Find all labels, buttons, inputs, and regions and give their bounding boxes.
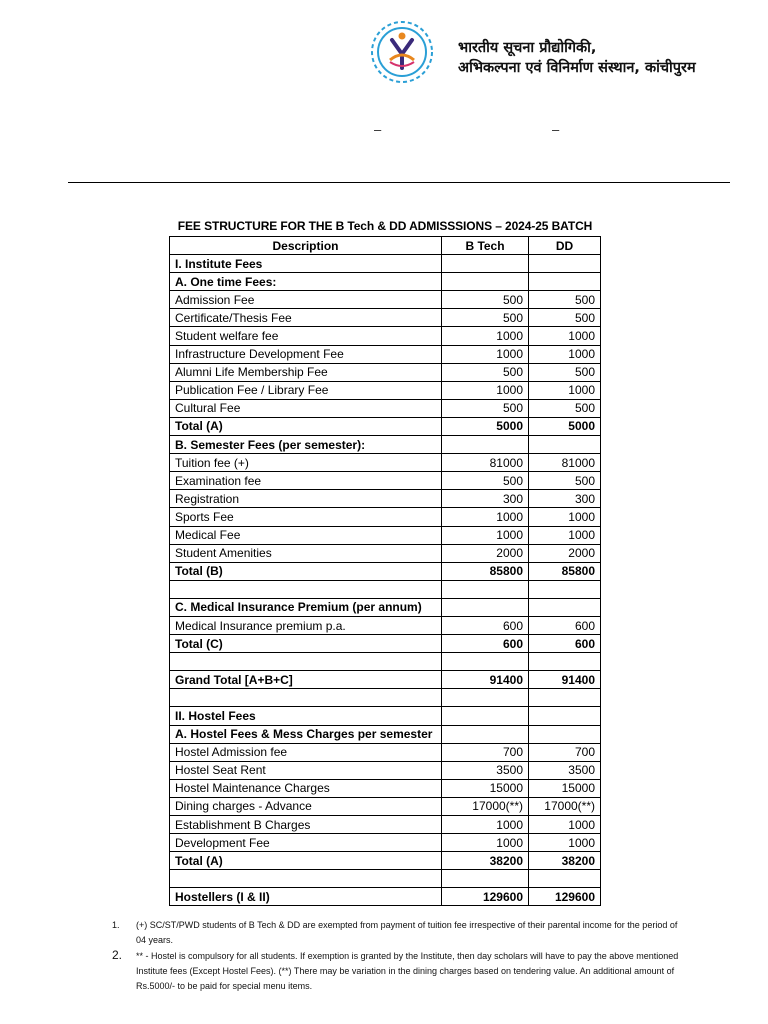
cell-description: Student Amenities xyxy=(170,544,442,562)
table-row xyxy=(170,707,601,725)
table-row xyxy=(170,635,601,653)
cell-dd: 38200 xyxy=(529,852,601,870)
cell-description: Total (C) xyxy=(170,635,442,653)
footnote-text: ** - Hostel is compulsory for all students. If exemption is granted by the Institute, then day scholars will have to pay the above mentioned Institute fees (Except Hostel Fees). (**) There may be variation in the dining charges based on tendering value. An additional amount of Rs.5000/- to be paid for special menu items. xyxy=(136,951,679,991)
table-row xyxy=(170,834,601,852)
cell-description: Student welfare fee xyxy=(170,327,442,345)
column-header-description: Description xyxy=(170,237,442,255)
cell-btech: 600 xyxy=(442,616,529,634)
cell-dd: 600 xyxy=(529,635,601,653)
cell-dd: 700 xyxy=(529,743,601,761)
footnote-number: 2. xyxy=(112,948,123,962)
cell-description: Alumni Life Membership Fee xyxy=(170,363,442,381)
cell-dd: 1000 xyxy=(529,816,601,834)
cell-description: Development Fee xyxy=(170,834,442,852)
institute-name-line2: अभिकल्पना एवं विनिर्माण संस्थान, कांचीपुरम xyxy=(458,60,696,76)
cell-btech: 500 xyxy=(442,291,529,309)
cell-btech: 2000 xyxy=(442,544,529,562)
table-row xyxy=(170,797,601,815)
cell-dd: 500 xyxy=(529,472,601,490)
cell-btech xyxy=(442,598,529,616)
table-row xyxy=(170,816,601,834)
cell-description: Registration xyxy=(170,490,442,508)
institute-name-line1: भारतीय सूचना प्रौद्योगिकी, xyxy=(458,40,597,56)
cell-btech: 500 xyxy=(442,309,529,327)
table-header-row xyxy=(170,237,601,255)
table-row xyxy=(170,870,601,888)
table-row xyxy=(170,598,601,616)
cell-description: Medical Insurance premium p.a. xyxy=(170,616,442,634)
cell-dd: 3500 xyxy=(529,761,601,779)
table-row xyxy=(170,291,601,309)
cell-dd xyxy=(529,653,601,671)
header-dash-left: – xyxy=(374,122,382,137)
table-row xyxy=(170,761,601,779)
cell-btech: 500 xyxy=(442,363,529,381)
cell-btech xyxy=(442,580,529,598)
cell-dd: 1000 xyxy=(529,508,601,526)
cell-btech: 600 xyxy=(442,635,529,653)
cell-btech: 300 xyxy=(442,490,529,508)
cell-btech: 85800 xyxy=(442,562,529,580)
cell-btech: 1000 xyxy=(442,834,529,852)
table-row xyxy=(170,689,601,707)
cell-btech: 1000 xyxy=(442,526,529,544)
cell-description: Total (A) xyxy=(170,852,442,870)
cell-description xyxy=(170,653,442,671)
cell-btech xyxy=(442,707,529,725)
table-row xyxy=(170,454,601,472)
cell-btech: 700 xyxy=(442,743,529,761)
cell-description: Cultural Fee xyxy=(170,399,442,417)
cell-dd xyxy=(529,580,601,598)
cell-btech: 129600 xyxy=(442,888,529,906)
cell-dd: 91400 xyxy=(529,671,601,689)
cell-btech: 91400 xyxy=(442,671,529,689)
cell-description: C. Medical Insurance Premium (per annum) xyxy=(170,598,442,616)
cell-btech xyxy=(442,255,529,273)
cell-btech: 38200 xyxy=(442,852,529,870)
cell-description: Admission Fee xyxy=(170,291,442,309)
cell-btech: 3500 xyxy=(442,761,529,779)
cell-btech: 1000 xyxy=(442,327,529,345)
cell-btech xyxy=(442,689,529,707)
cell-btech xyxy=(442,273,529,291)
cell-description: Tuition fee (+) xyxy=(170,454,442,472)
table-row xyxy=(170,381,601,399)
table-row xyxy=(170,490,601,508)
cell-dd: 600 xyxy=(529,616,601,634)
cell-description: Publication Fee / Library Fee xyxy=(170,381,442,399)
cell-dd: 500 xyxy=(529,399,601,417)
cell-dd: 500 xyxy=(529,291,601,309)
cell-dd: 129600 xyxy=(529,888,601,906)
cell-description: Sports Fee xyxy=(170,508,442,526)
cell-btech xyxy=(442,436,529,454)
cell-dd xyxy=(529,436,601,454)
cell-description: Hostel Seat Rent xyxy=(170,761,442,779)
table-row xyxy=(170,273,601,291)
cell-dd: 1000 xyxy=(529,381,601,399)
cell-btech: 81000 xyxy=(442,454,529,472)
cell-dd: 15000 xyxy=(529,779,601,797)
cell-dd: 500 xyxy=(529,363,601,381)
cell-dd: 1000 xyxy=(529,345,601,363)
fee-structure-table xyxy=(169,236,601,906)
cell-description: Establishment B Charges xyxy=(170,816,442,834)
cell-btech xyxy=(442,725,529,743)
table-row xyxy=(170,417,601,435)
cell-btech: 17000(**) xyxy=(442,797,529,815)
cell-btech xyxy=(442,653,529,671)
cell-dd: 1000 xyxy=(529,327,601,345)
table-row xyxy=(170,616,601,634)
table-row xyxy=(170,255,601,273)
table-row xyxy=(170,562,601,580)
table-row xyxy=(170,309,601,327)
cell-btech: 5000 xyxy=(442,417,529,435)
table-row xyxy=(170,363,601,381)
table-row xyxy=(170,526,601,544)
cell-dd: 5000 xyxy=(529,417,601,435)
cell-btech: 15000 xyxy=(442,779,529,797)
header-dash-right: – xyxy=(552,122,560,137)
cell-dd xyxy=(529,725,601,743)
cell-btech xyxy=(442,870,529,888)
cell-dd xyxy=(529,273,601,291)
cell-description: B. Semester Fees (per semester): xyxy=(170,436,442,454)
footnotes xyxy=(112,918,682,995)
table-row xyxy=(170,472,601,490)
cell-dd: 1000 xyxy=(529,834,601,852)
table-row xyxy=(170,399,601,417)
cell-btech: 1000 xyxy=(442,345,529,363)
table-row xyxy=(170,779,601,797)
table-title: FEE STRUCTURE FOR THE B Tech & DD ADMISSSIONS – 2024-25 BATCH xyxy=(177,219,593,233)
cell-btech: 1000 xyxy=(442,508,529,526)
cell-description: Hostel Admission fee xyxy=(170,743,442,761)
cell-description: A. Hostel Fees & Mess Charges per semester xyxy=(170,725,442,743)
cell-description xyxy=(170,689,442,707)
cell-description xyxy=(170,870,442,888)
cell-dd: 500 xyxy=(529,309,601,327)
cell-btech: 1000 xyxy=(442,816,529,834)
cell-description: Total (A) xyxy=(170,417,442,435)
table-row xyxy=(170,743,601,761)
cell-description xyxy=(170,580,442,598)
table-row xyxy=(170,725,601,743)
institute-logo xyxy=(362,14,442,90)
cell-dd xyxy=(529,598,601,616)
cell-description: Dining charges - Advance xyxy=(170,797,442,815)
institute-name xyxy=(458,38,696,78)
cell-dd xyxy=(529,689,601,707)
table-row xyxy=(170,852,601,870)
cell-description: Medical Fee xyxy=(170,526,442,544)
cell-dd: 17000(**) xyxy=(529,797,601,815)
cell-dd: 2000 xyxy=(529,544,601,562)
column-header-btech: B Tech xyxy=(442,237,529,255)
cell-dd xyxy=(529,870,601,888)
cell-description: Hostellers (I & II) xyxy=(170,888,442,906)
footnote-number: 1. xyxy=(112,920,120,930)
footnote-1 xyxy=(112,918,682,948)
cell-description: Examination fee xyxy=(170,472,442,490)
cell-description: Infrastructure Development Fee xyxy=(170,345,442,363)
cell-btech: 1000 xyxy=(442,381,529,399)
header-divider xyxy=(68,182,730,183)
table-row xyxy=(170,888,601,906)
table-row xyxy=(170,508,601,526)
cell-dd: 81000 xyxy=(529,454,601,472)
cell-description: A. One time Fees: xyxy=(170,273,442,291)
table-row xyxy=(170,544,601,562)
cell-dd: 85800 xyxy=(529,562,601,580)
cell-btech: 500 xyxy=(442,472,529,490)
cell-btech: 500 xyxy=(442,399,529,417)
cell-description: II. Hostel Fees xyxy=(170,707,442,725)
table-row xyxy=(170,436,601,454)
table-row xyxy=(170,327,601,345)
footnote-2 xyxy=(112,949,682,994)
cell-description: Hostel Maintenance Charges xyxy=(170,779,442,797)
table-row xyxy=(170,671,601,689)
cell-dd: 300 xyxy=(529,490,601,508)
footnote-text: (+) SC/ST/PWD students of B Tech & DD are exempted from payment of tuition fee irrespective of their parental income for the period of 04 years. xyxy=(136,920,678,945)
cell-description: Grand Total [A+B+C] xyxy=(170,671,442,689)
cell-dd: 1000 xyxy=(529,526,601,544)
cell-dd xyxy=(529,255,601,273)
cell-dd xyxy=(529,707,601,725)
cell-description: Total (B) xyxy=(170,562,442,580)
cell-description: I. Institute Fees xyxy=(170,255,442,273)
column-header-dd: DD xyxy=(529,237,601,255)
table-row xyxy=(170,345,601,363)
table-row xyxy=(170,580,601,598)
cell-description: Certificate/Thesis Fee xyxy=(170,309,442,327)
table-row xyxy=(170,653,601,671)
